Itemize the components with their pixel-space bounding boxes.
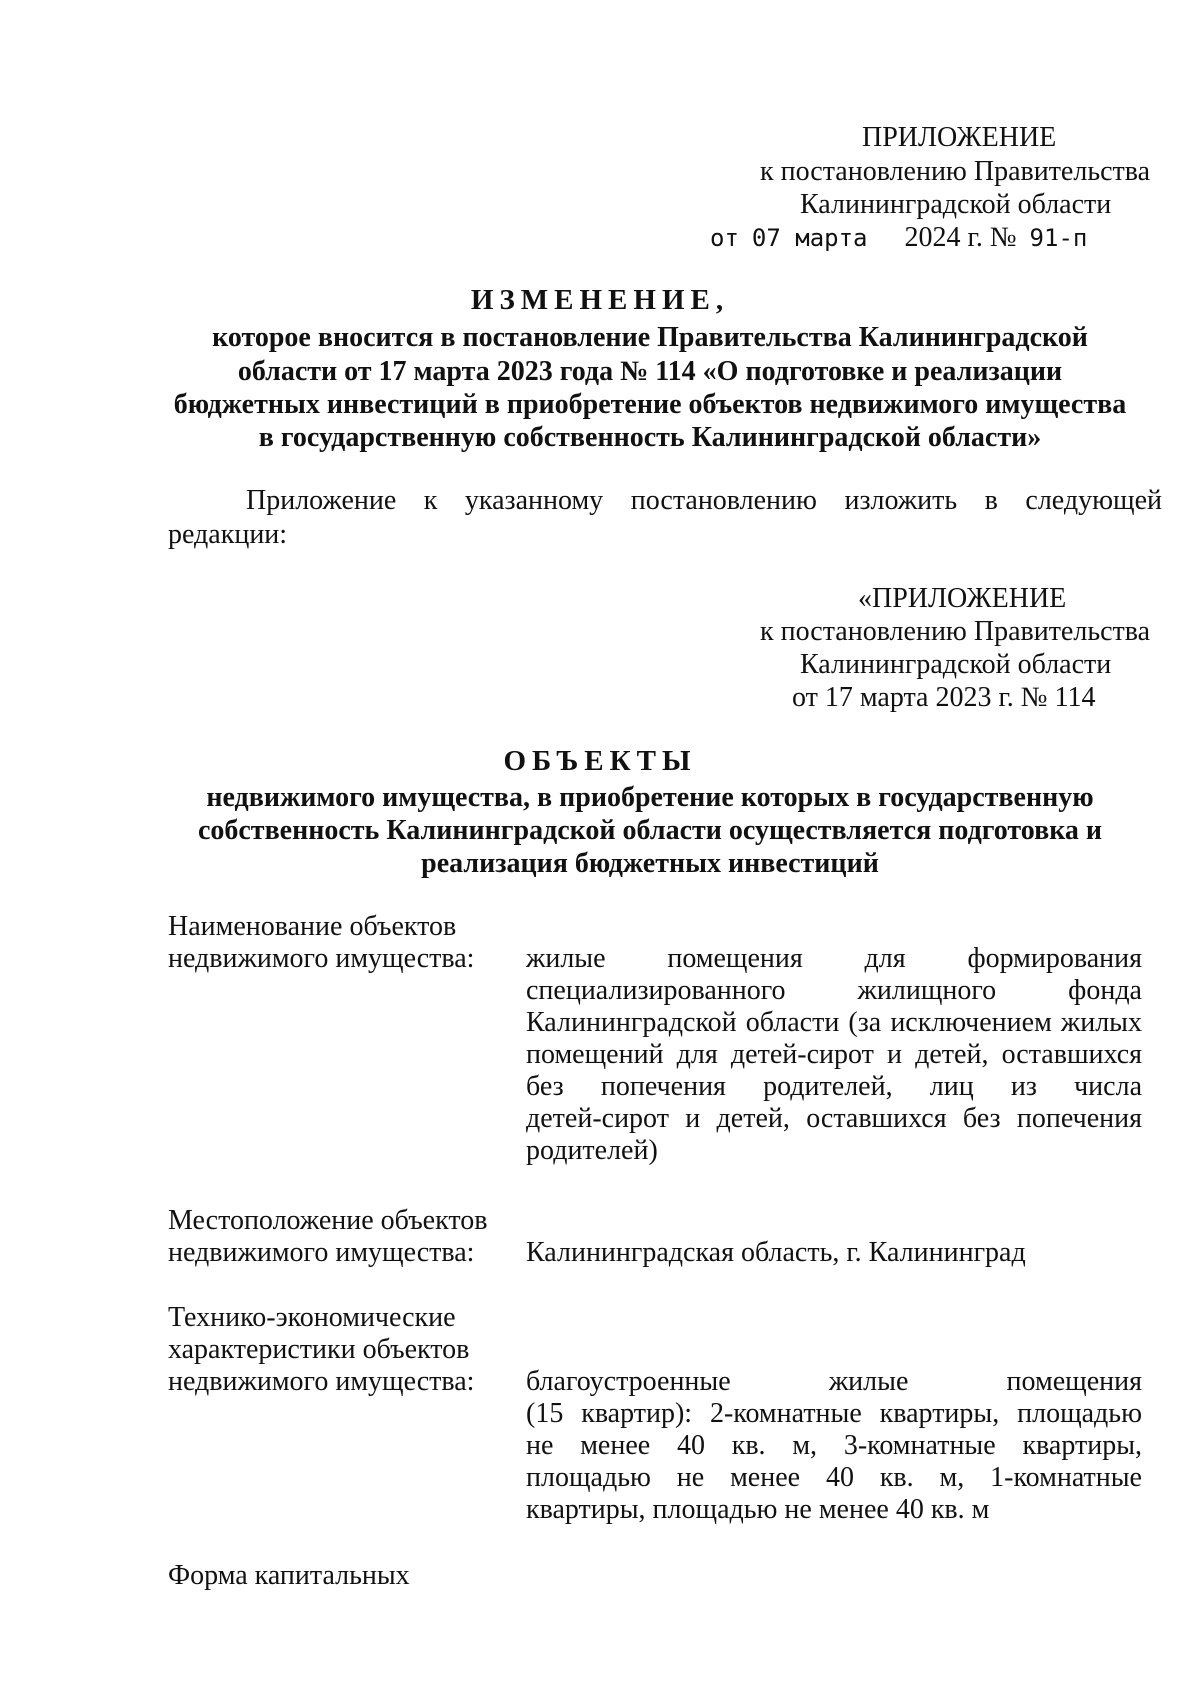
label-line: Форма капитальных [168, 1560, 410, 1591]
value-line: благоустроенные жилые помещения [526, 1366, 1142, 1397]
field-location-label [168, 1205, 508, 1269]
instruction-line-2: редакции: [168, 519, 288, 550]
value-line: жилые помещения для формирования [526, 943, 1142, 974]
label-line: Технико-экономические [168, 1302, 456, 1333]
value-line: родителей) [526, 1135, 658, 1166]
change-line-2: области от 17 марта 2023 года № 114 «О подготовке и реализации [237, 356, 1063, 387]
change-title: ИЗМЕНЕНИЕ, [470, 284, 730, 316]
value-line: квартиры, площадью не менее 40 кв. м [526, 1494, 990, 1525]
change-line-3: бюджетных инвестиций в приобретение объектов недвижимого имущества [173, 389, 1127, 420]
value-line: не менее 40 кв. м, 3-комнатные квартиры, [526, 1430, 1142, 1461]
label-line: недвижимого имущества: [168, 1237, 475, 1268]
change-line-1: которое вносится в постановление Правительства Калининградской [212, 322, 1088, 353]
inner-appendix-line-2: Калининградской области [800, 649, 1112, 680]
field-name-label [168, 911, 508, 975]
field-specs-value [526, 1366, 1142, 1526]
value-line: Калининградской области (за исключением жилых [526, 1007, 1142, 1038]
change-line-4: в государственную собственность Калининградской области» [258, 422, 1042, 453]
field-location-value [526, 1237, 1142, 1269]
date-prefix: от [710, 224, 739, 252]
label-line: недвижимого имущества: [168, 943, 475, 974]
appendix-line-1: к постановлению Правительства [760, 156, 1151, 187]
field-name-value [526, 943, 1142, 1167]
value-line: специализированного жилищного фонда [526, 975, 1142, 1006]
field-specs-label [168, 1302, 508, 1398]
inner-appendix-line-3: от 17 марта 2023 г. № 114 [792, 682, 1096, 713]
value-line: площадью не менее 40 кв. м, 1-комнатные [526, 1462, 1142, 1493]
document-number: 91-п [1029, 224, 1088, 252]
objects-line-3: реализация бюджетных инвестиций [421, 848, 879, 879]
value-line: детей-сирот и детей, оставшихся без попечения [526, 1103, 1142, 1134]
appendix-title: ПРИЛОЖЕНИЕ [862, 122, 1057, 153]
value-line: помещений для детей-сирот и детей, оставшихся [526, 1039, 1142, 1070]
label-line: недвижимого имущества: [168, 1366, 475, 1397]
appendix-date-line [710, 222, 1087, 254]
objects-line-1: недвижимого имущества, в приобретение которых в государственную [206, 782, 1094, 813]
year-number-prefix: 2024 г. № [904, 222, 1017, 253]
inner-appendix-line-1: к постановлению Правительства [760, 616, 1151, 647]
value-line: Калининградская область, г. Калининград [526, 1237, 1026, 1268]
label-line: Местоположение объектов [168, 1205, 488, 1236]
handwritten-date: 07 марта [751, 224, 868, 252]
appendix-line-2: Калининградской области [800, 189, 1112, 220]
inner-appendix-title: «ПРИЛОЖЕНИЕ [858, 583, 1067, 614]
objects-title: ОБЪЕКТЫ [503, 745, 697, 777]
objects-line-2: собственность Калининградской области осуществляется подготовка и [197, 815, 1103, 846]
field-form-label [168, 1560, 508, 1592]
label-line: Наименование объектов [168, 911, 457, 942]
value-line: без попечения родителей, лиц из числа [526, 1071, 1142, 1102]
label-line: характеристики объектов [168, 1334, 470, 1365]
instruction-line-1: Приложение к указанному постановлению изложить в следующей [246, 485, 1162, 516]
value-line: (15 квартир): 2-комнатные квартиры, площадью [526, 1398, 1142, 1429]
